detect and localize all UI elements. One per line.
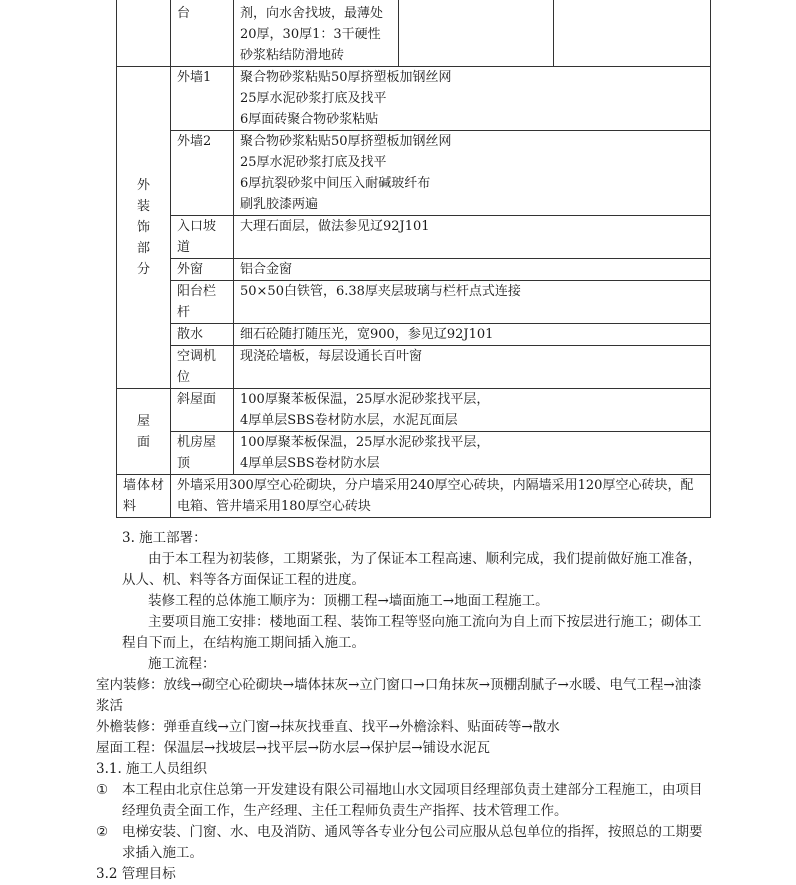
table-row [117, 0, 711, 67]
item-label: 机房屋顶 [171, 432, 234, 475]
item-label: 外墙2 [171, 131, 234, 216]
table-cell [554, 0, 711, 67]
item-description: 50×50白铁管，6.38厚夹层玻璃与栏杆点式连接 [234, 281, 711, 324]
paragraph: 室内装修：放线→砌空心砼砌块→墙体抹灰→立门窗口→口角抹灰→顶棚刮腻子→水暖、电气工程→油漆浆活 [96, 677, 702, 714]
item-label: 外窗 [171, 259, 234, 281]
section-3-body [96, 528, 712, 885]
table-cell [117, 0, 171, 67]
item-description: 外墙采用300厚空心砼砌块，分户墙采用240厚空心砖块，内隔墙采用120厚空心砖块，配电箱、管井墙采用180厚空心砖块 [171, 475, 711, 518]
item-label: 空调机位 [171, 346, 234, 389]
subsection-heading: 3.1. 施工人员组织 [96, 761, 208, 777]
item-label: 外墙1 [171, 67, 234, 131]
table-row [117, 281, 711, 324]
paragraph: 屋面工程：保温层→找坡层→找平层→防水层→保护层→铺设水泥瓦 [96, 740, 491, 756]
item-description: 100厚聚苯板保温，25厚水泥砂浆找平层， 4厚单层SBS卷材防水层 [234, 432, 711, 475]
paragraph: 主要项目施工安排：楼地面工程、装饰工程等竖向施工流向为自上而下按层进行施工；砌体工程自下而上，在结构施工期间插入施工。 [122, 614, 702, 651]
table-cell [399, 0, 554, 67]
table-row [117, 259, 711, 281]
table-row [117, 131, 711, 216]
section-heading: 3. 施工部署： [122, 530, 207, 546]
item-description: 剂，向水舍找坡，最薄处 20厚，30厚1：3干硬性 砂浆粘结防滑地砖 [234, 0, 399, 67]
paragraph: 外檐装修：弹垂直线→立门窗→抹灰找垂直、找平→外檐涂料、贴面砖等→散水 [96, 719, 560, 735]
subsection-heading: 3.2 管理目标 [96, 866, 176, 882]
item-description: 聚合物砂浆粘贴50厚挤塑板加钢丝网 25厚水泥砂浆打底及找平 6厚面砖聚合物砂浆粘贴 [234, 67, 711, 131]
item-label: 台 [171, 0, 234, 67]
construction-spec-table [116, 0, 711, 518]
table-row [117, 389, 711, 432]
table-row [117, 475, 711, 518]
table-row [117, 432, 711, 475]
category-roof: 屋面 [117, 389, 171, 475]
item-description: 细石砼随打随压光，宽900，参见辽92J101 [234, 324, 711, 346]
item-description: 铝合金窗 [234, 259, 711, 281]
item-description: 现浇砼墙板，每层设通长百叶窗 [234, 346, 711, 389]
list-item [96, 780, 712, 822]
list-item-text: 本工程由北京住总第一开发建设有限公司福地山水文园项目经理部负责土建部分工程施工，由项目经理负责全面工作，生产经理、主任工程师负责生产指挥、技术管理工作。 [122, 782, 703, 819]
item-description: 100厚聚苯板保温，25厚水泥砂浆找平层， 4厚单层SBS卷材防水层，水泥瓦面层 [234, 389, 711, 432]
table-row [117, 216, 711, 259]
list-item-text: 电梯安装、门窗、水、电及消防、通风等各专业分包公司应服从总包单位的指挥，按照总的工期要求插入施工。 [122, 824, 703, 861]
item-label: 入口坡道 [171, 216, 234, 259]
item-label: 散水 [171, 324, 234, 346]
item-description: 聚合物砂浆粘贴50厚挤塑板加钢丝网 25厚水泥砂浆打底及找平 6厚抗裂砂浆中间压入耐碱玻纤布 刷乳胶漆两遍 [234, 131, 711, 216]
item-label: 阳台栏杆 [171, 281, 234, 324]
table-row [117, 346, 711, 389]
paragraph: 装修工程的总体施工顺序为：顶棚工程→墙面施工→地面工程施工。 [148, 593, 549, 609]
category-wall-material: 墙体材料 [117, 475, 171, 518]
list-item [96, 822, 712, 864]
category-exterior: 外装饰部分 [117, 67, 171, 389]
paragraph: 施工流程： [148, 656, 216, 672]
table-row [117, 324, 711, 346]
item-label: 斜屋面 [171, 389, 234, 432]
item-description: 大理石面层，做法参见辽92J101 [234, 216, 711, 259]
paragraph: 由于本工程为初装修，工期紧张，为了保证本工程高速、顺利完成，我们提前做好施工准备，从人、机、料等各方面保证工程的进度。 [122, 551, 702, 588]
table-row [117, 67, 711, 131]
list-number: ② [96, 824, 109, 840]
list-number: ① [96, 782, 109, 798]
